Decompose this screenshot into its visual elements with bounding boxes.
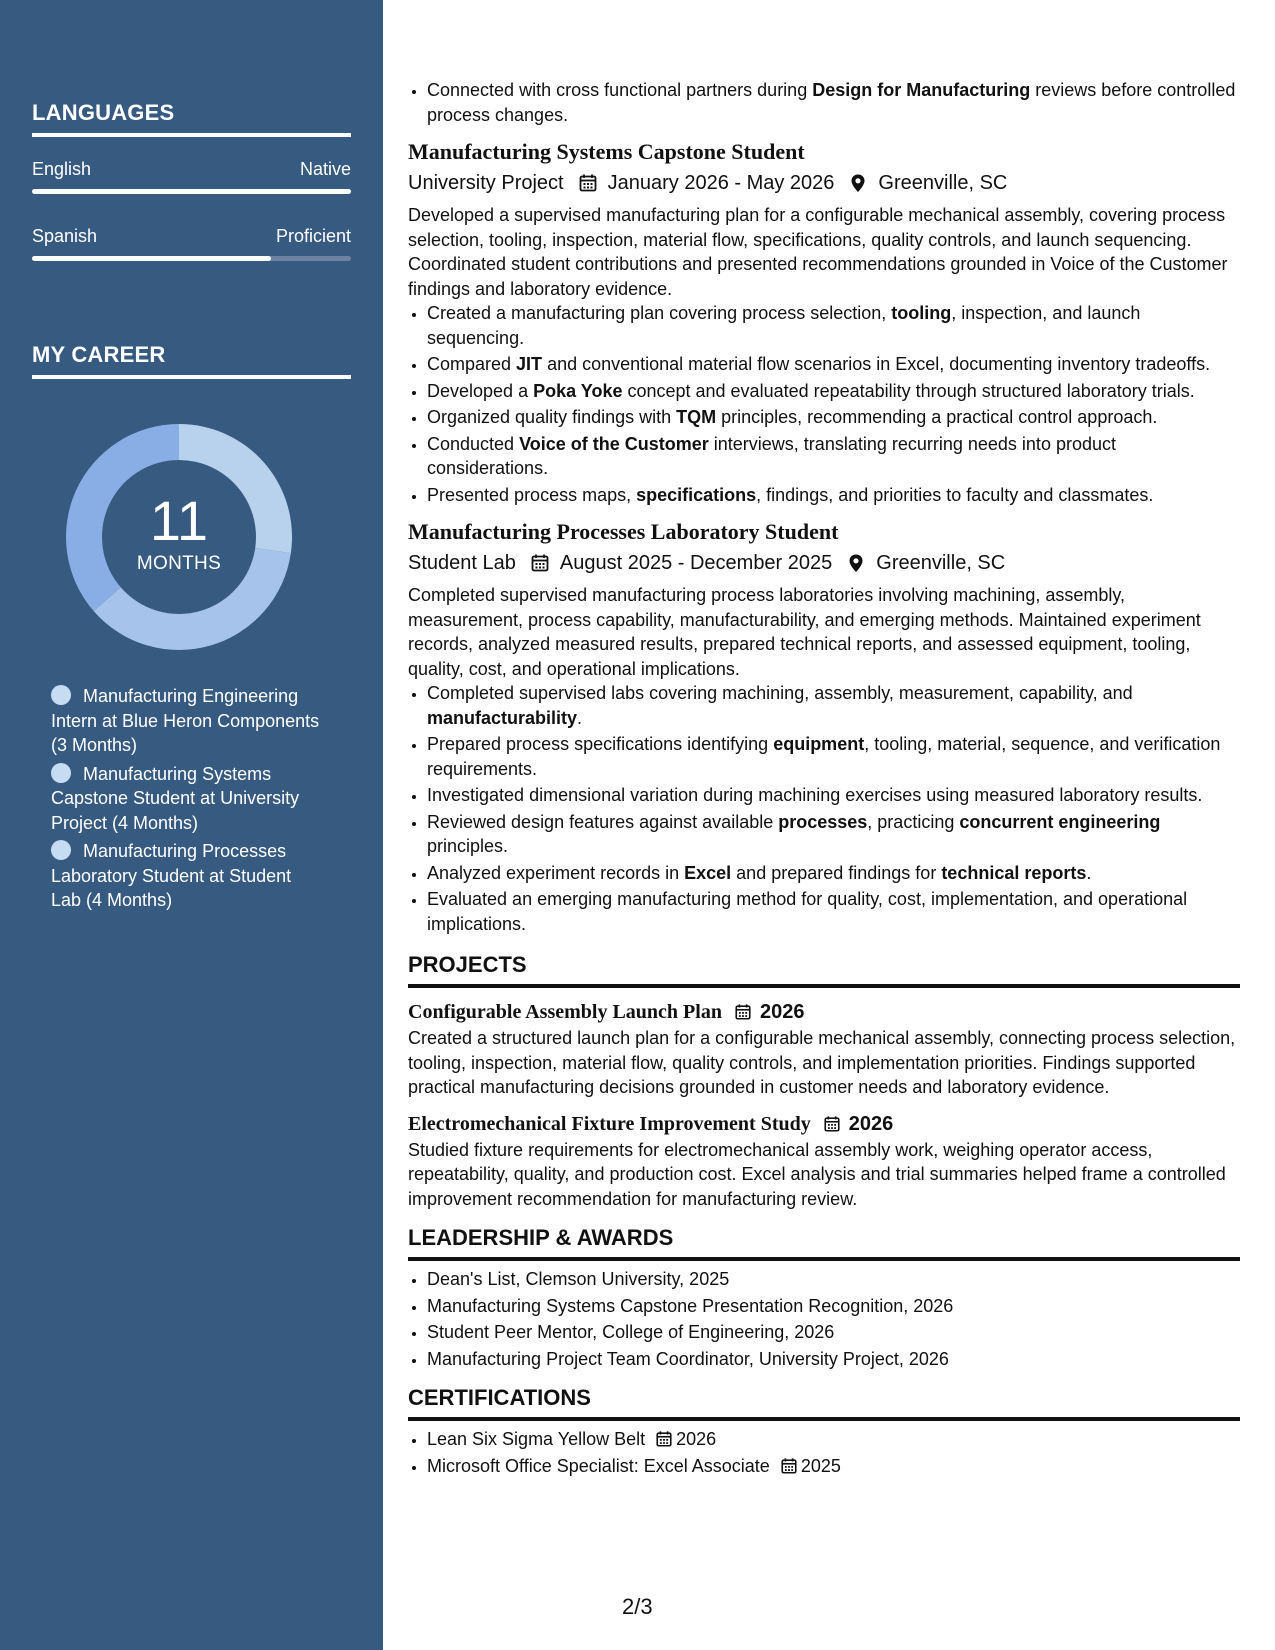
job-bullet: • Evaluated an emerging manufacturing method for quality, cost, implementation, and operational implications.: [427, 887, 1240, 936]
language-row: [32, 159, 351, 180]
job-bullet: • Developed a Poka Yoke concept and evaluated repeatability through structured laboratory trials.: [427, 379, 1240, 404]
job-organization: Student Lab: [408, 552, 516, 574]
certification-name: Lean Six Sigma Yellow Belt: [427, 1429, 646, 1449]
job-bullet: • Conducted Voice of the Customer interviews, translating recurring needs into product considerations.: [427, 432, 1240, 481]
job-bullets: [408, 301, 1240, 507]
calendar-icon: [780, 1457, 798, 1475]
career-legend-item: [51, 839, 321, 913]
awards-list: [408, 1267, 1240, 1371]
award-item: • Student Peer Mentor, College of Engineering, 2026: [427, 1320, 1240, 1345]
language-row: [32, 226, 351, 247]
job-dates: August 2025 - December 2025: [559, 552, 833, 574]
certification-item: [427, 1454, 1240, 1479]
bullet-text: reviews before controlled process changes.: [427, 80, 1236, 125]
project-title: Electromechanical Fixture Improvement Study: [408, 1112, 811, 1135]
career-legend-item: [51, 762, 321, 836]
legend-dot: [51, 763, 71, 783]
calendar-icon: [655, 1430, 673, 1448]
job-title: Manufacturing Processes Laboratory Student: [408, 519, 839, 544]
awards-heading: LEADERSHIP & AWARDS: [408, 1223, 1240, 1261]
job-bullet: • Completed supervised labs covering machining, assembly, measurement, capability, and manufacturability.: [427, 681, 1240, 730]
project-year: 2026: [759, 1001, 805, 1023]
job-description: Developed a supervised manufacturing plan for a configurable mechanical assembly, covering process selection, tooling, inspection, material flow, specifications, quality controls, and launch sequencing. Coordinated student contributions and presented recommendations grounded in Voice of the Customer findings and laboratory evidence.: [408, 205, 1228, 299]
certification-item: [427, 1427, 1240, 1452]
job-organization: University Project: [408, 172, 564, 194]
project-header: [408, 998, 1240, 1026]
career-legend: [51, 684, 321, 917]
job-dates: January 2026 - May 2026: [607, 172, 835, 194]
language-level: Proficient: [275, 226, 351, 246]
award-item: • Manufacturing Project Team Coordinator, University Project, 2026: [427, 1347, 1240, 1372]
career-legend-text: Manufacturing Processes Laboratory Student at Student Lab (4 Months): [51, 841, 292, 910]
project-entry: [408, 1110, 1240, 1212]
job-bullet: • Compared JIT and conventional material flow scenarios in Excel, documenting inventory tradeoffs.: [427, 352, 1240, 377]
job-entry: [408, 137, 1240, 507]
language-proficiency-fill: [32, 189, 351, 194]
projects-heading: PROJECTS: [408, 950, 1240, 988]
job-meta: [408, 169, 1240, 197]
job-description: Completed supervised manufacturing process laboratories involving machining, assembly, measurement, process capability, manufacturability, and emerging methods. Maintained experiment records, analyzed measured results, prepared technical reports, and assessed equipment, tooling, quality, cost, and operational implications.: [408, 585, 1201, 679]
languages-section: [32, 100, 351, 261]
certification-year: 2026: [676, 1429, 717, 1449]
project-year: 2026: [848, 1112, 894, 1135]
language-level: Native: [299, 159, 351, 179]
legend-dot: [51, 840, 71, 860]
job-entry: [408, 517, 1240, 936]
languages-heading: LANGUAGES: [32, 100, 351, 137]
career-total-unit: MONTHS: [136, 553, 222, 574]
legend-dot: [51, 685, 71, 705]
career-heading: MY CAREER: [32, 342, 351, 379]
location-pin-icon: [848, 173, 868, 193]
bullet-text: Connected with cross functional partners during: [427, 80, 813, 100]
project-title: Configurable Assembly Launch Plan: [408, 1001, 722, 1023]
page-number: 2/3: [622, 1594, 653, 1619]
project-description: Created a structured launch plan for a configurable mechanical assembly, connecting process selection, tooling, inspection, material flow, quality controls, and implementation priorities. Findings supported practical manufacturing decisions grounded in customer needs and laboratory evidence.: [408, 1028, 1236, 1097]
location-pin-icon: [846, 553, 866, 573]
job-location: Greenville, SC: [878, 172, 1008, 194]
career-total-label: [66, 424, 292, 650]
career-total-value: 11: [149, 489, 209, 552]
career-legend-text: Manufacturing Engineering Intern at Blue Heron Components (3 Months): [51, 686, 320, 755]
job-bullet: • Investigated dimensional variation during machining exercises using measured laboratory results.: [427, 783, 1240, 808]
language-name: Spanish: [32, 226, 98, 246]
language-name: English: [32, 159, 92, 179]
bullet-keyword: Design for Manufacturing: [812, 80, 1031, 100]
certification-year: 2025: [800, 1455, 841, 1476]
certification-name: Microsoft Office Specialist: Excel Associate: [427, 1455, 770, 1476]
job-meta: [408, 549, 1240, 577]
job-title: Manufacturing Systems Capstone Student: [408, 139, 805, 164]
career-legend-text: Manufacturing Systems Capstone Student at University Project (4 Months): [51, 763, 300, 833]
calendar-icon: [734, 1003, 752, 1021]
job-bullet: • Prepared process specifications identifying equipment, tooling, material, sequence, and verification requirements.: [427, 732, 1240, 781]
project-entry: [408, 998, 1240, 1100]
project-description: Studied fixture requirements for electromechanical assembly work, weighing operator access, repeatability, quality, and production cost. Excel analysis and trial summaries helped frame a controlled improvement recommendation for manufacturing review.: [408, 1139, 1226, 1209]
calendar-icon: [578, 173, 598, 193]
job-location: Greenville, SC: [876, 552, 1006, 574]
career-section: [32, 342, 351, 379]
project-header: [408, 1110, 1240, 1138]
job-bullet: • Analyzed experiment records in Excel and prepared findings for technical reports.: [427, 861, 1240, 886]
job-bullet: • Created a manufacturing plan covering process selection, tooling, inspection, and launch sequencing.: [427, 301, 1240, 350]
language-proficiency-fill: [32, 256, 271, 261]
experience-bullets: [408, 78, 1240, 127]
certifications-list: [408, 1427, 1240, 1478]
experience-bullet: [427, 78, 1240, 127]
sidebar: [0, 0, 383, 1650]
main-content: [408, 78, 1240, 1480]
certifications-heading: CERTIFICATIONS: [408, 1383, 1240, 1421]
calendar-icon: [530, 553, 550, 573]
calendar-icon: [823, 1115, 841, 1133]
job-bullets: [408, 681, 1240, 936]
language-proficiency-bar: [32, 189, 351, 194]
job-bullet: • Presented process maps, specifications, findings, and priorities to faculty and classmates.: [427, 483, 1240, 508]
award-item: • Manufacturing Systems Capstone Presentation Recognition, 2026: [427, 1294, 1240, 1319]
career-donut-chart: [66, 424, 292, 650]
award-item: • Dean's List, Clemson University, 2025: [427, 1267, 1240, 1292]
career-legend-item: [51, 684, 321, 758]
job-bullet: • Organized quality findings with TQM principles, recommending a practical control approach.: [427, 405, 1240, 430]
language-proficiency-bar: [32, 256, 351, 261]
job-bullet: • Reviewed design features against available processes, practicing concurrent engineering principles.: [427, 810, 1240, 859]
